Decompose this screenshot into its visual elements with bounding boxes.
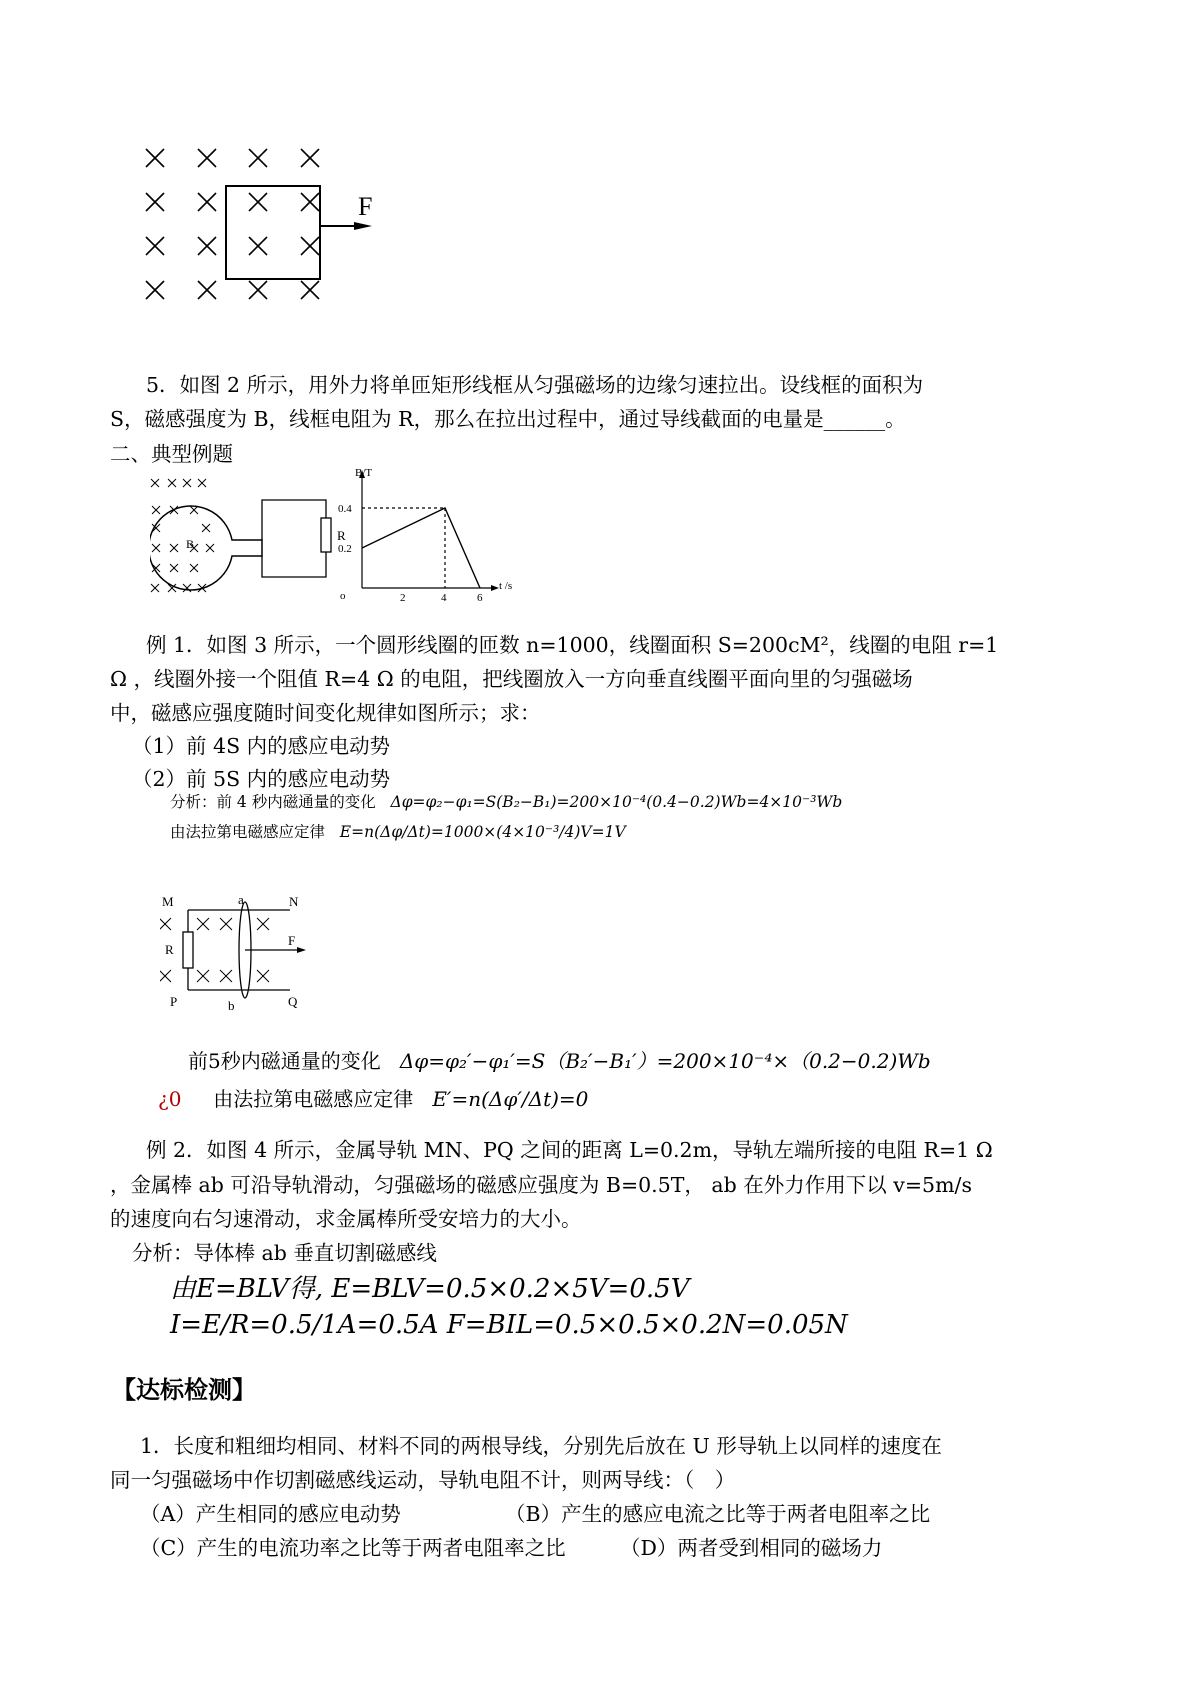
y-axis-label: B/T (355, 468, 373, 479)
example-2-line-3: 的速度向右匀速滑动，求金属棒所受安培力的大小。 (110, 1207, 582, 1231)
y-tick-02: 0.2 (338, 543, 352, 555)
field-label: B (186, 537, 195, 551)
x-tick-2: 2 (400, 592, 406, 603)
test-1-option-a: （A）产生相同的感应电动势 (140, 1502, 401, 1526)
test-1-line-1: 1．长度和粗细均相同、材料不同的两根导线，分别先后放在 U 形导轨上以同样的速度在 (140, 1434, 942, 1458)
example-1-analysis-2: 由法拉第电磁感应定律 E=n(Δφ/Δt)=1000×(4×10⁻³/4)V=1V (170, 823, 626, 841)
problem-5-line-1: 5．如图 2 所示，用外力将单匝矩形线框从匀强磁场的边缘匀速拉出。设线框的面积为 (146, 373, 924, 397)
example-1-cont-line-2: ¿0 由法拉第电磁感应定律 E′=n(Δφ′/Δt)=0 (158, 1087, 589, 1111)
section-3-title: 【达标检测】 (112, 1376, 256, 1404)
field-cross-marks (146, 149, 319, 299)
x-tick-4: 4 (441, 592, 447, 603)
wire (262, 500, 326, 540)
label-n: N (289, 894, 299, 909)
example-1-line-3: 中，磁感应强度随时间变化规律如图所示；求： (110, 701, 541, 725)
resistor (183, 932, 193, 968)
label-q: Q (288, 994, 298, 1009)
b-t-curve (362, 508, 480, 588)
example-2-analysis: 分析：导体棒 ab 垂直切割磁感线 (132, 1241, 437, 1265)
figure-4 (160, 890, 320, 1015)
example-2-formula-1: 由E=BLV得, E=BLV=0.5×0.2×5V=0.5V (170, 1274, 690, 1304)
test-1-option-b: （B）产生的感应电流之比等于两者电阻率之比 (505, 1502, 931, 1526)
example-1-line-1: 例 1．如图 3 所示，一个圆形线圈的匝数 n=1000，线圈面积 S=200cM²，线圈的电阻 r=1 (146, 633, 999, 657)
example-1-cont-line-1: 前5秒内磁通量的变化 Δφ=φ₂′−φ₁′=S（B₂′−B₁′）=200×10⁻⁴×（0.2−0.2)Wb (188, 1049, 931, 1073)
force-label: F (358, 192, 373, 221)
figure-3-coil (150, 478, 355, 596)
section-2-title: 二、典型例题 (110, 442, 233, 466)
test-1-line-2: 同一匀强磁场中作切割磁感线运动，导轨电阻不计，则两导线：（ ） (110, 1468, 736, 1492)
figure-2 (140, 140, 410, 330)
label-b: b (228, 998, 235, 1013)
example-2-line-1: 例 2．如图 4 所示，金属导轨 MN、PQ 之间的距离 L=0.2m，导轨左端所接的电阻 R=1 Ω (146, 1138, 993, 1162)
example-1-analysis-1: 分析：前 4 秒内磁通量的变化 Δφ=φ₂−φ₁=S(B₂−B₁)=200×10⁻⁴(0.4−0.2)Wb=4×10⁻³Wb (170, 793, 843, 811)
example-1-line-2: Ω ，线圈外接一个阻值 R=4 Ω 的电阻，把线圈放入一方向垂直线圈平面向里的匀强磁场 (110, 667, 913, 691)
figure-3-graph (335, 468, 535, 603)
rectangular-loop (226, 186, 320, 279)
test-1-option-d: （D）两者受到相同的磁场力 (620, 1536, 883, 1560)
problem-5 (110, 368, 1090, 402)
example-1-question-1: （1）前 4S 内的感应电动势 (132, 734, 391, 758)
example-2-formula-2: I=E/R=0.5/1A=0.5A F=BIL=0.5×0.5×0.2N=0.05N (170, 1310, 848, 1340)
coil-field-cross-marks (151, 479, 214, 592)
resistor-label: R (337, 528, 346, 543)
y-tick-04: 0.4 (338, 503, 352, 515)
problem-5-line-2: S，磁感强度为 B，线框电阻为 R，那么在拉出过程中，通过导线截面的电量是______。 (110, 407, 906, 431)
label-f: F (288, 933, 296, 948)
x-tick-6: 6 (477, 592, 483, 603)
x-axis-label: t /s (499, 580, 513, 592)
label-p: P (170, 994, 178, 1009)
example-1-question-2: （2）前 5S 内的感应电动势 (132, 767, 391, 791)
label-a: a (238, 892, 244, 907)
resistor (321, 518, 331, 552)
circular-coil (150, 506, 262, 590)
label-m: M (162, 894, 174, 909)
origin-label: o (340, 590, 346, 602)
test-1-option-c: （C）产生的电流功率之比等于两者电阻率之比 (140, 1536, 566, 1560)
label-r: R (165, 942, 174, 957)
example-2-line-2: ，金属棒 ab 可沿导轨滑动，匀强磁场的磁感应强度为 B=0.5T， ab 在外力作用下以 v=5m/s (110, 1173, 972, 1197)
